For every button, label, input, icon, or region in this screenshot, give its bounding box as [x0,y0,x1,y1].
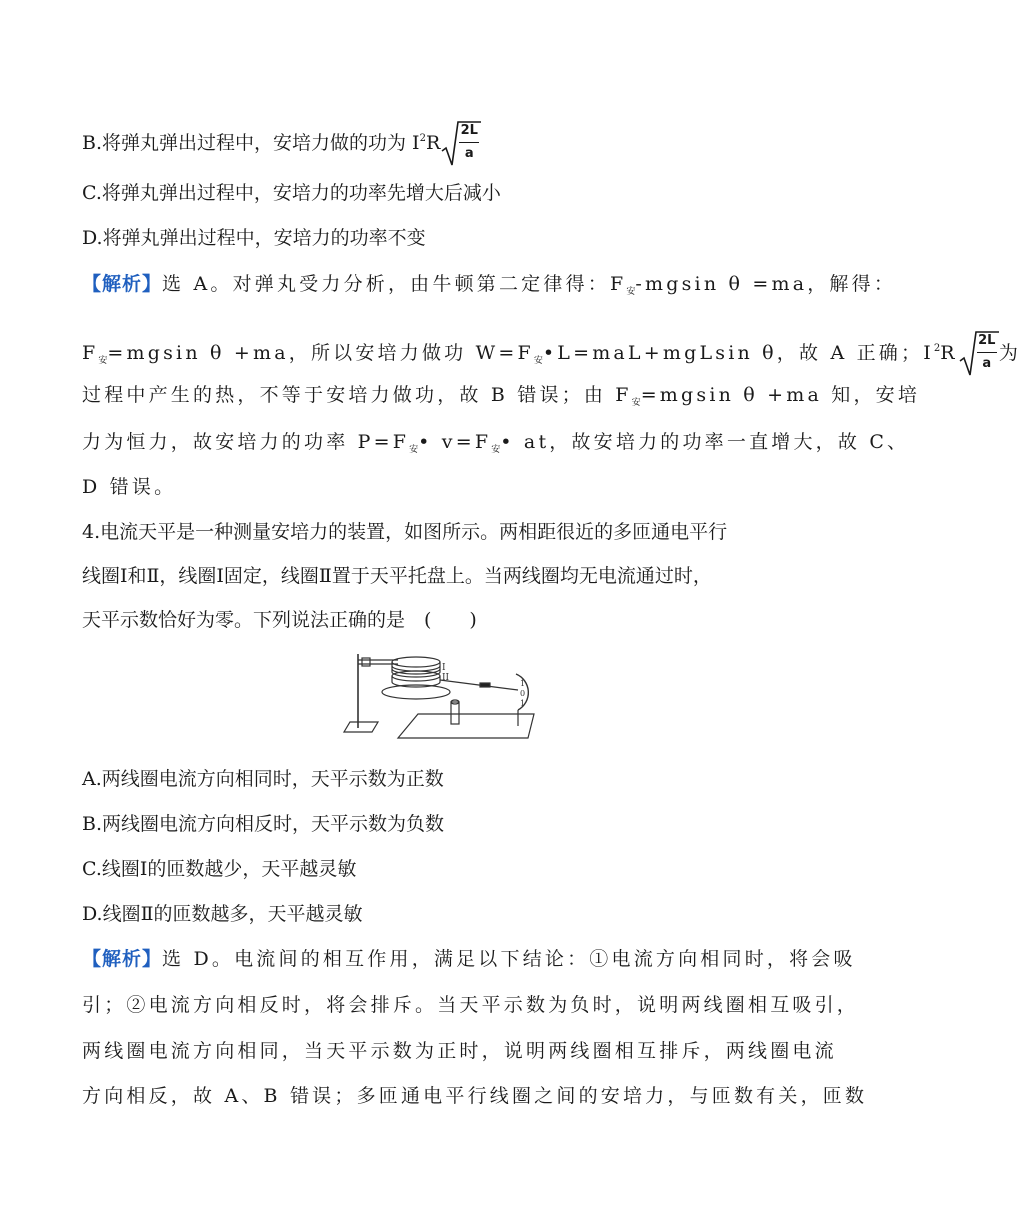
analysis-text: 力为恒力，故安培力的功率 P=F [82,431,410,453]
question-4-line-2: 线圈Ⅰ和Ⅱ，线圈Ⅰ固定，线圈Ⅱ置于天平托盘上。当两线圈均无电流通过时， [82,565,712,587]
sqrt-expression [441,121,481,167]
subscript: 安 [626,287,636,297]
option-c-q4: C.线圈Ⅰ的匝数越少，天平越灵敏 [82,858,357,880]
analysis-text: =mgsin θ +ma，所以安培力做功 W=F [107,342,534,364]
stand-base [344,722,378,732]
sqrt-expression [959,331,999,377]
superscript: 2 [419,133,426,144]
subscript: 安 [491,445,501,455]
analysis-text: • v=F [418,431,492,453]
fraction-numerator: 2L [459,122,479,143]
coil-2-label: II [442,673,450,683]
fraction-numerator: 2L [977,332,997,353]
fraction [459,122,479,163]
counterweight [480,683,490,687]
option-b-q3 [82,121,782,167]
analysis-text: 过程中产生的热，不等于安培力做功，故 B 错误；由 F [82,384,632,406]
pivot-post [451,702,459,724]
question-4-line-3: 天平示数恰好为零。下列说法正确的是 ( ) [82,609,477,631]
option-c-q3: C.将弹丸弹出过程中，安培力的功率先增大后减小 [82,182,501,204]
analysis-q4-line-3: 两线圈电流方向相同，当天平示数为正时，说明两线圈相互排斥，两线圈电流 [82,1040,837,1062]
option-text: B.将弹丸弹出过程中，安培力做的功为 I [82,132,420,154]
balance-base [398,714,534,738]
analysis-text: -mgsin θ =ma，解得： [635,273,897,295]
analysis-q3-line-3 [82,383,921,415]
analysis-text: R [940,342,958,364]
current-balance-figure [338,652,538,742]
fraction-denominator: a [464,146,474,161]
coil-1 [392,657,440,667]
analysis-q3-line-4 [82,430,910,462]
option-a-q4: A.两线圈电流方向相同时，天平示数为正数 [82,768,444,790]
scale-label-bottom: 1 [520,699,526,708]
analysis-text: F [82,342,99,364]
analysis-q4-line-1 [82,947,856,971]
option-d-q4: D.线圈Ⅱ的匝数越多，天平越灵敏 [82,903,363,925]
coil-1-label: I [442,663,446,673]
fraction [977,332,997,373]
superscript: 2 [933,343,941,354]
subscript: 安 [631,398,641,408]
option-b-q4: B.两线圈电流方向相反时，天平示数为负数 [82,813,445,835]
fraction-denominator: a [982,356,992,371]
analysis-q4-line-4: 方向相反，故 A、B 错误；多匝通电平行线圈之间的安培力，与匝数有关，匝数 [82,1085,868,1107]
analysis-text: • at，故安培力的功率一直增大，故 C、 [500,431,910,453]
analysis-label: 【解析】 [82,948,163,970]
balance-beam [440,680,518,690]
analysis-q3-line-5: D 错误。 [82,476,177,498]
scale-label-zero: 0 [520,689,526,698]
analysis-q4-line-2: 引；②电流方向相反时，将会排斥。当天平示数为负时，说明两线圈相互吸引， [82,994,860,1016]
subscript: 安 [533,356,543,366]
analysis-text: •L=maL+mgLsin θ，故 A 正确；I [542,342,934,364]
option-d-q3: D.将弹丸弹出过程中，安培力的功率不变 [82,227,426,249]
analysis-text: 为 [998,342,1021,364]
question-4-line-1: 4.电流天平是一种测量安培力的装置，如图所示。两相距很近的多匝通电平行 [82,521,728,543]
scale-label-top: 1 [520,679,526,688]
analysis-text: 选 D。电流间的相互作用，满足以下结论：①电流方向相同时，将会吸 [162,948,856,970]
subscript: 安 [409,445,419,455]
analysis-q3-line-1 [82,272,897,304]
option-text: R [425,132,441,154]
analysis-text: =mgsin θ +ma 知，安培 [640,384,921,406]
analysis-label: 【解析】 [82,273,163,295]
analysis-text: 选 A。对弹丸受力分析，由牛顿第二定律得：F [162,273,627,295]
clamp [362,658,370,666]
analysis-q3-line-2 [82,331,1021,377]
subscript: 安 [98,356,108,366]
